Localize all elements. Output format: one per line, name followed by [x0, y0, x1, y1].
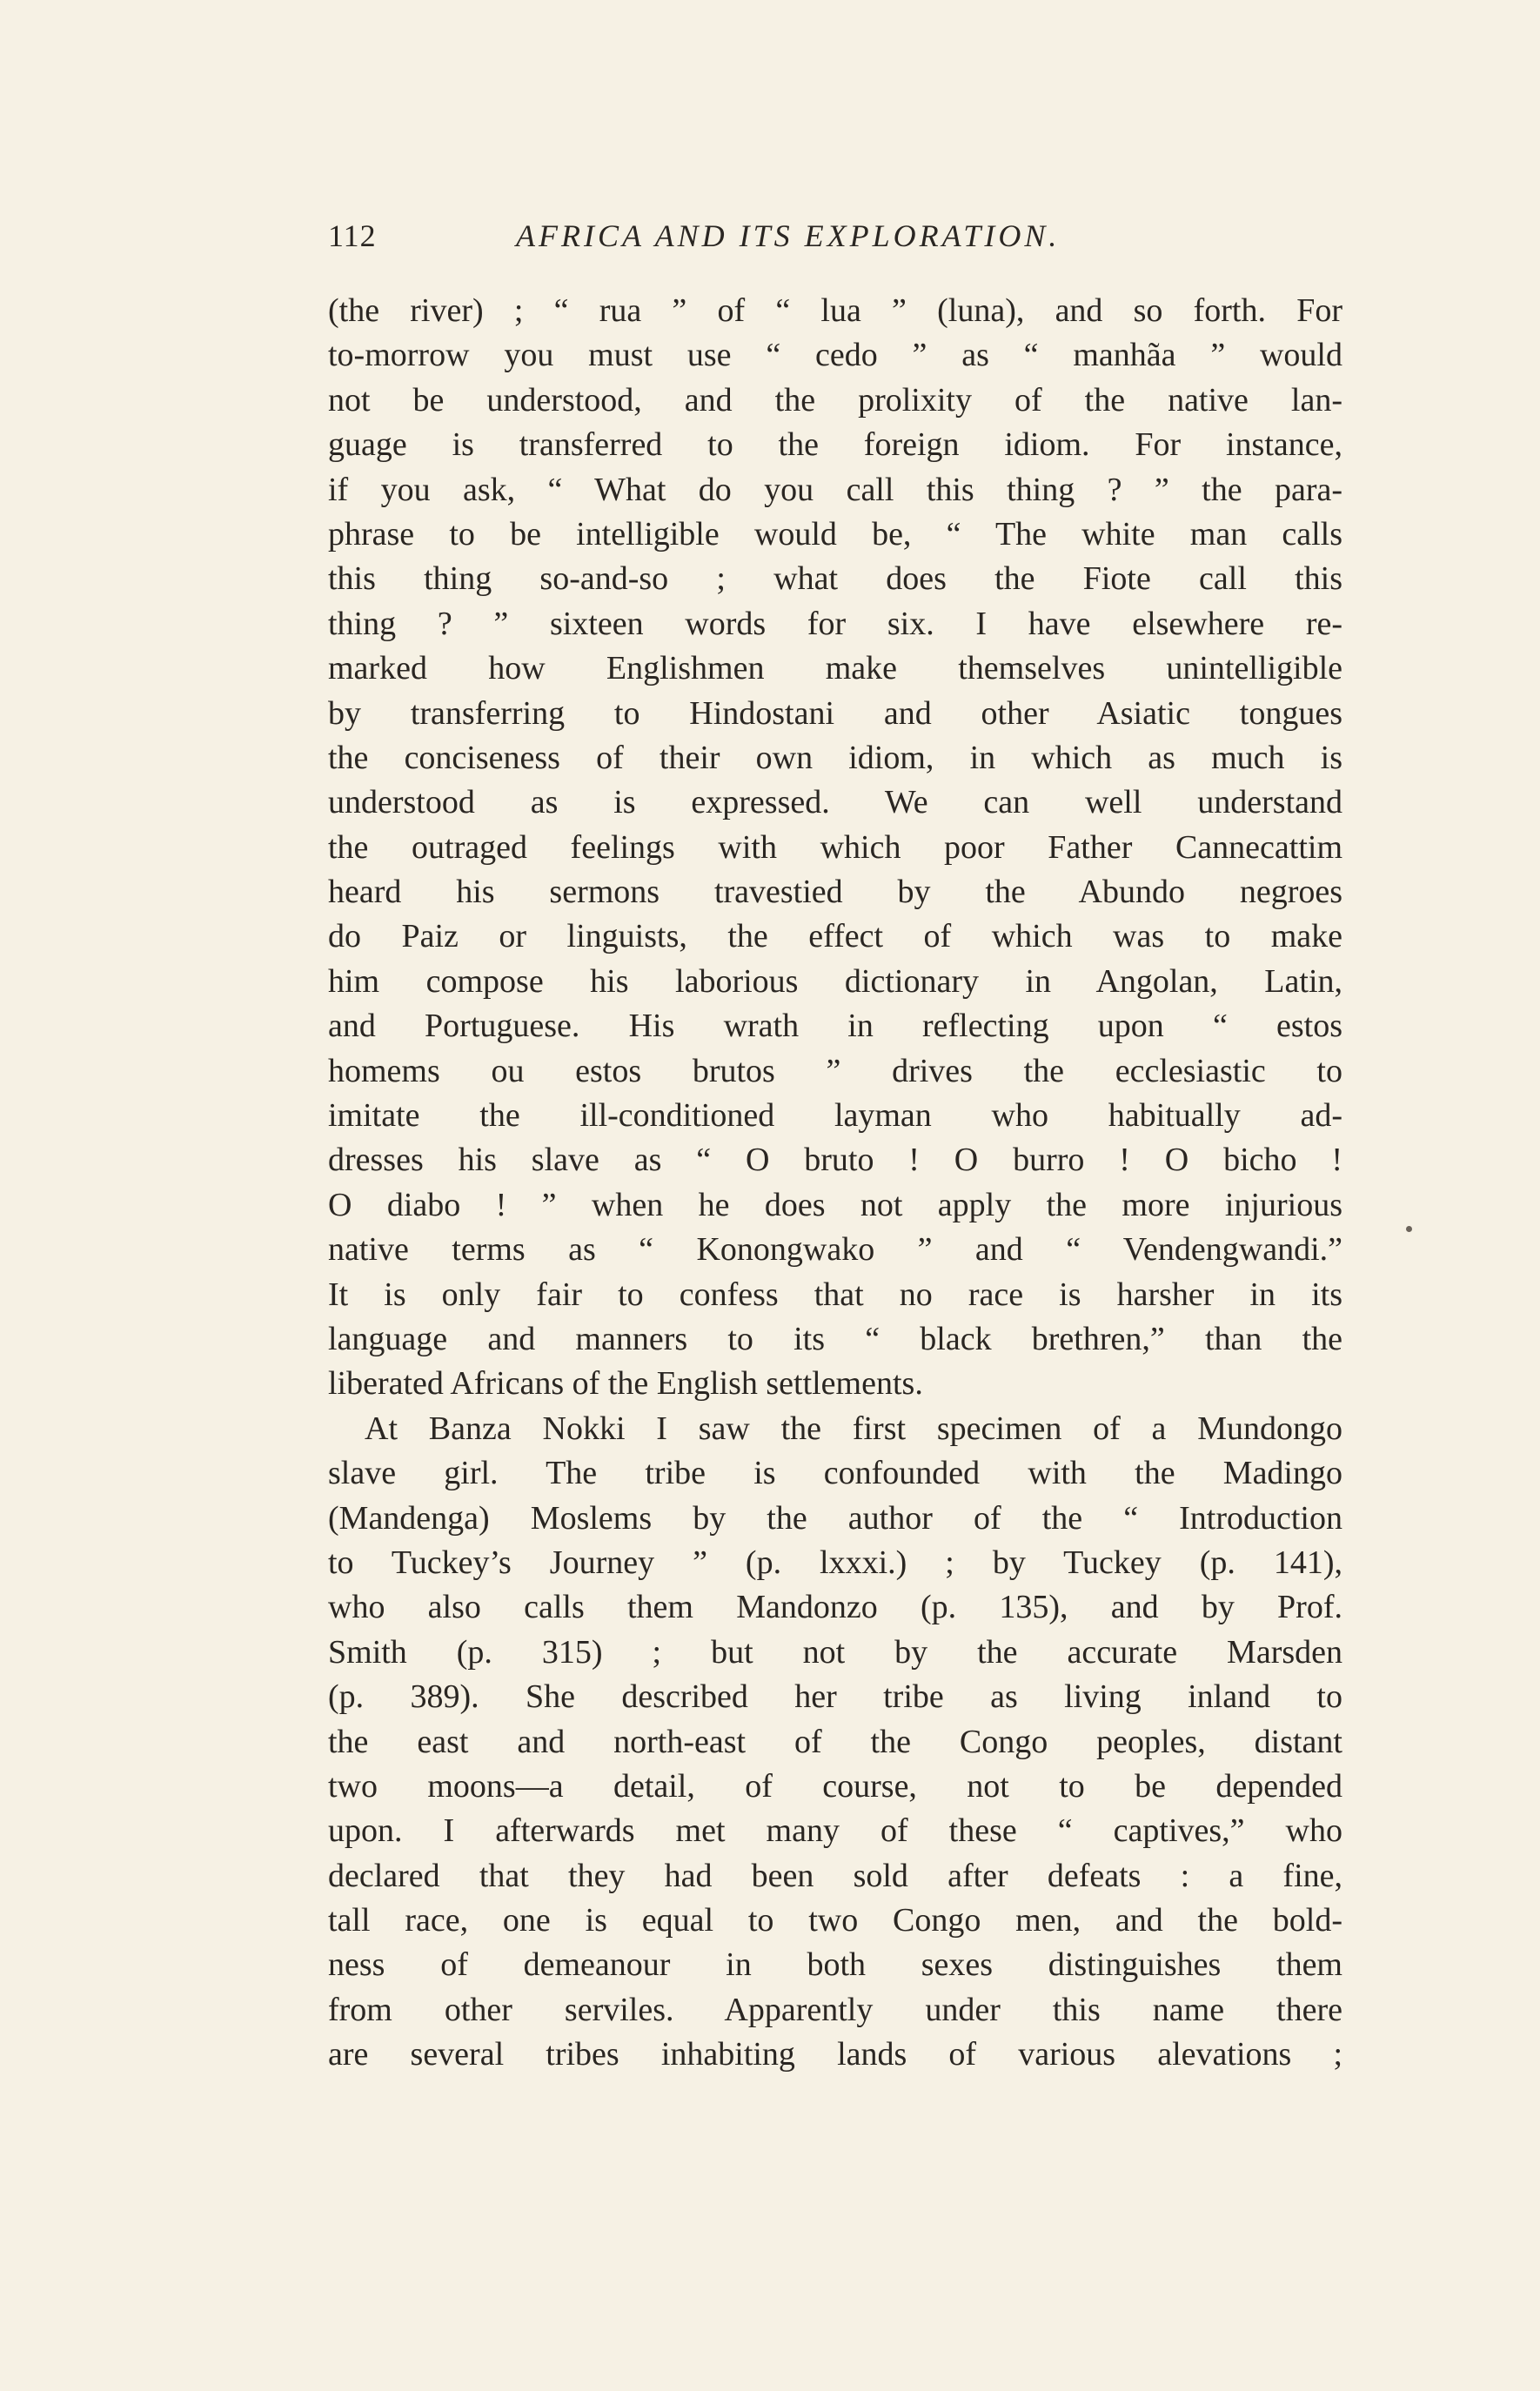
text-line: to Tuckey’s Journey ” (p. lxxxi.) ; by Tuckey (p. 141),: [328, 1544, 1342, 1581]
text-line: if you ask, “ What do you call this thing ? ” the para-: [328, 471, 1342, 508]
running-head: [328, 214, 1342, 258]
text-line: marked how Englishmen make themselves unintelligible: [328, 650, 1342, 687]
text-line: (Mandenga) Moslems by the author of the “ Introduction: [328, 1499, 1342, 1537]
text-line: the conciseness of their own idiom, in which as much is: [328, 739, 1342, 776]
text-line: understood as is expressed. We can well understand: [328, 784, 1342, 821]
text-line: him compose his laborious dictionary in Angolan, Latin,: [328, 962, 1342, 1000]
text-line: by transferring to Hindostani and other Asiatic tongues: [328, 694, 1342, 732]
text-line: tall race, one is equal to two Congo men, and the bold-: [328, 1902, 1342, 1939]
text-line: and Portuguese. His wrath in reflecting upon “ estos: [328, 1008, 1342, 1045]
text-line: slave girl. The tribe is confounded with the Madingo: [328, 1455, 1342, 1492]
margin-speck: [1406, 1226, 1412, 1232]
text-line: the outraged feelings with which poor Father Cannecattim: [328, 828, 1342, 866]
text-line: homems ou estos brutos ” drives the ecclesiastic to: [328, 1052, 1342, 1089]
paragraph-end-line: liberated Africans of the English settlements.: [328, 1365, 923, 1403]
text-line: who also calls them Mandonzo (p. 135), and by Prof.: [328, 1589, 1342, 1626]
page-number: 112: [328, 218, 377, 253]
text-line: (the river) ; “ rua ” of “ lua ” (luna), and so forth. For: [328, 292, 1342, 329]
text-line: phrase to be intelligible would be, “ The white man calls: [328, 515, 1342, 553]
text-line: from other serviles. Apparently under this name there: [328, 1991, 1342, 2028]
text-line: O diabo ! ” when he does not apply the more injurious: [328, 1186, 1342, 1223]
text-line: guage is transferred to the foreign idiom. For instance,: [328, 426, 1342, 464]
text-line: ness of demeanour in both sexes distinguishes them: [328, 1946, 1342, 1984]
text-line: dresses his slave as “ O bruto ! O burro ! O bicho !: [328, 1142, 1342, 1179]
text-line: imitate the ill-conditioned layman who habitually ad-: [328, 1097, 1342, 1135]
body-text: [328, 289, 1342, 2078]
text-line: are several tribes inhabiting lands of various alevations ;: [328, 2036, 1342, 2073]
text-line: the east and north-east of the Congo peoples, distant: [328, 1723, 1342, 1760]
text-line: heard his sermons travestied by the Abundo negroes: [328, 874, 1342, 911]
text-line: upon. I afterwards met many of these “ captives,” who: [328, 1812, 1342, 1850]
text-line: language and manners to its “ black brethren,” than the: [328, 1320, 1342, 1357]
text-line: this thing so-and-so ; what does the Fiote call this: [328, 560, 1342, 598]
text-line: do Paiz or linguists, the effect of which was to make: [328, 918, 1342, 955]
text-line: declared that they had been sold after defeats : a fine,: [328, 1857, 1342, 1894]
text-line: thing ? ” sixteen words for six. I have elsewhere re-: [328, 605, 1342, 642]
text-line: not be understood, and the prolixity of the native lan-: [328, 381, 1342, 419]
text-line: two moons—a detail, of course, not to be depended: [328, 1767, 1342, 1805]
text-line: (p. 389). She described her tribe as living inland to: [328, 1678, 1342, 1716]
running-title: AFRICA AND ITS EXPLORATION.: [516, 218, 1061, 253]
text-line: It is only fair to confess that no race is harsher in its: [328, 1276, 1342, 1313]
text-line: to-morrow you must use “ cedo ” as “ manhãa ” would: [328, 337, 1342, 374]
text-line: native terms as “ Konongwako ” and “ Vendengwandi.”: [328, 1231, 1342, 1269]
paragraph-start-line: At Banza Nokki I saw the first specimen of a Mundongo: [365, 1410, 1342, 1447]
text-line: Smith (p. 315) ; but not by the accurate Marsden: [328, 1633, 1342, 1671]
